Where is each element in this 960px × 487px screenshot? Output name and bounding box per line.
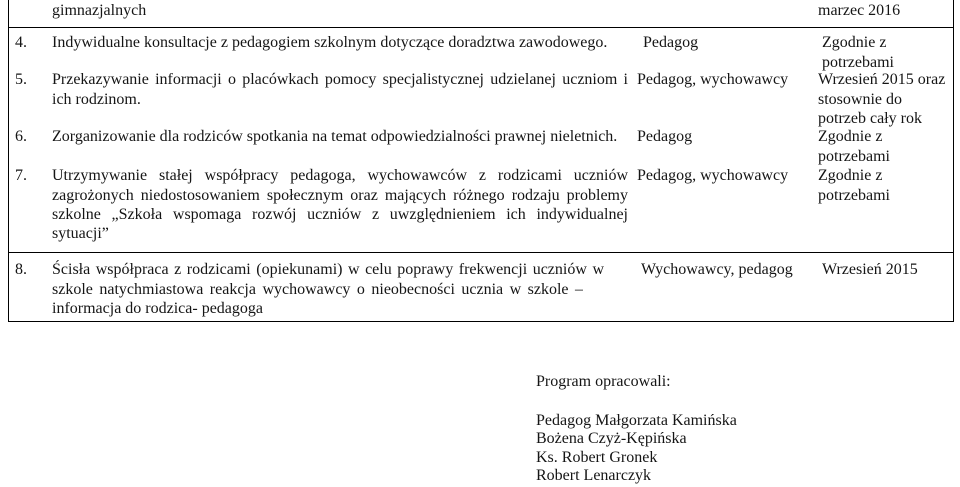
item-number: 8. <box>15 261 27 279</box>
item-number: 5. <box>15 71 27 89</box>
responsible-line: Pedagog <box>643 34 699 52</box>
deadline-line: Wrzesień 2015 oraz <box>818 71 946 89</box>
author-name: Bożena Czyż-Kępińska <box>536 430 687 448</box>
task-line: Zorganizowanie dla rodziców spotkania na temat odpowiedzialności prawnej nieletnich. <box>52 128 618 146</box>
deadline <box>818 70 945 128</box>
deadline-line: potrzebami <box>818 186 890 204</box>
task-line: ich rodzinom. <box>52 90 141 108</box>
task-line: Indywidualne konsultacje z pedagogiem szkolnym dotyczące doradztwa zawodowego. <box>52 34 608 52</box>
task-line: zagrożonych niedostosowaniem społecznym oraz mających różnego rodzaju problemy <box>52 186 628 204</box>
deadline-line: potrzeb cały rok <box>818 109 922 127</box>
deadline-line: marzec 2016 <box>818 2 901 20</box>
deadline-line: stosownie do <box>818 90 902 108</box>
item-number: 6. <box>15 128 27 146</box>
deadline-line: Zgodnie z <box>818 128 883 146</box>
authors-block <box>536 0 836 487</box>
task-line: Ścisła współpraca z rodzicami (opiekunami) w celu poprawy frekwencji uczniów w <box>52 261 604 279</box>
task-line: Utrzymywanie stałej współpracy pedagoga, wychowawców z rodzicami uczniów <box>52 167 628 185</box>
deadline-line: Wrzesień 2015 <box>822 261 918 279</box>
responsible-line: Pedagog, wychowawcy <box>637 71 789 89</box>
deadline <box>822 260 918 279</box>
author-name: Pedagog Małgorzata Kamińska <box>536 411 737 429</box>
item-number: 4. <box>15 34 27 52</box>
author-name: Ks. Robert Gronek <box>536 448 658 466</box>
task-line: szkolne „Szkoła wspomaga rozwój uczniów z uwzględnieniem ich indywidualnej <box>52 205 628 223</box>
responsible-line: Wychowawcy, pedagog <box>641 261 793 279</box>
task-line: Przekazywanie informacji o placówkach pomocy specjalistycznej udzielanej uczniom i <box>52 71 628 89</box>
task-line: sytuacji” <box>52 225 109 243</box>
task-line: szkole natychmiastowa reakcja wychowawcy o nieobecności ucznia w szkole – <box>52 280 583 298</box>
task-line: gimnazjalnych <box>52 2 147 20</box>
author-list <box>536 412 737 486</box>
responsible-line: Pedagog <box>637 128 693 146</box>
responsible-line: Pedagog, wychowawcy <box>637 167 789 185</box>
author-name: Robert Lenarczyk <box>536 467 652 485</box>
deadline-line: potrzebami <box>822 53 894 71</box>
deadline-line: Zgodnie z <box>818 167 883 185</box>
authors-heading: Program opracowali: <box>536 372 671 390</box>
item-number: 7. <box>15 167 27 185</box>
task-line: informacja do rodzica- pedagoga <box>52 299 264 317</box>
deadline-line: potrzebami <box>818 147 890 165</box>
deadline-line: Zgodnie z <box>822 34 887 52</box>
